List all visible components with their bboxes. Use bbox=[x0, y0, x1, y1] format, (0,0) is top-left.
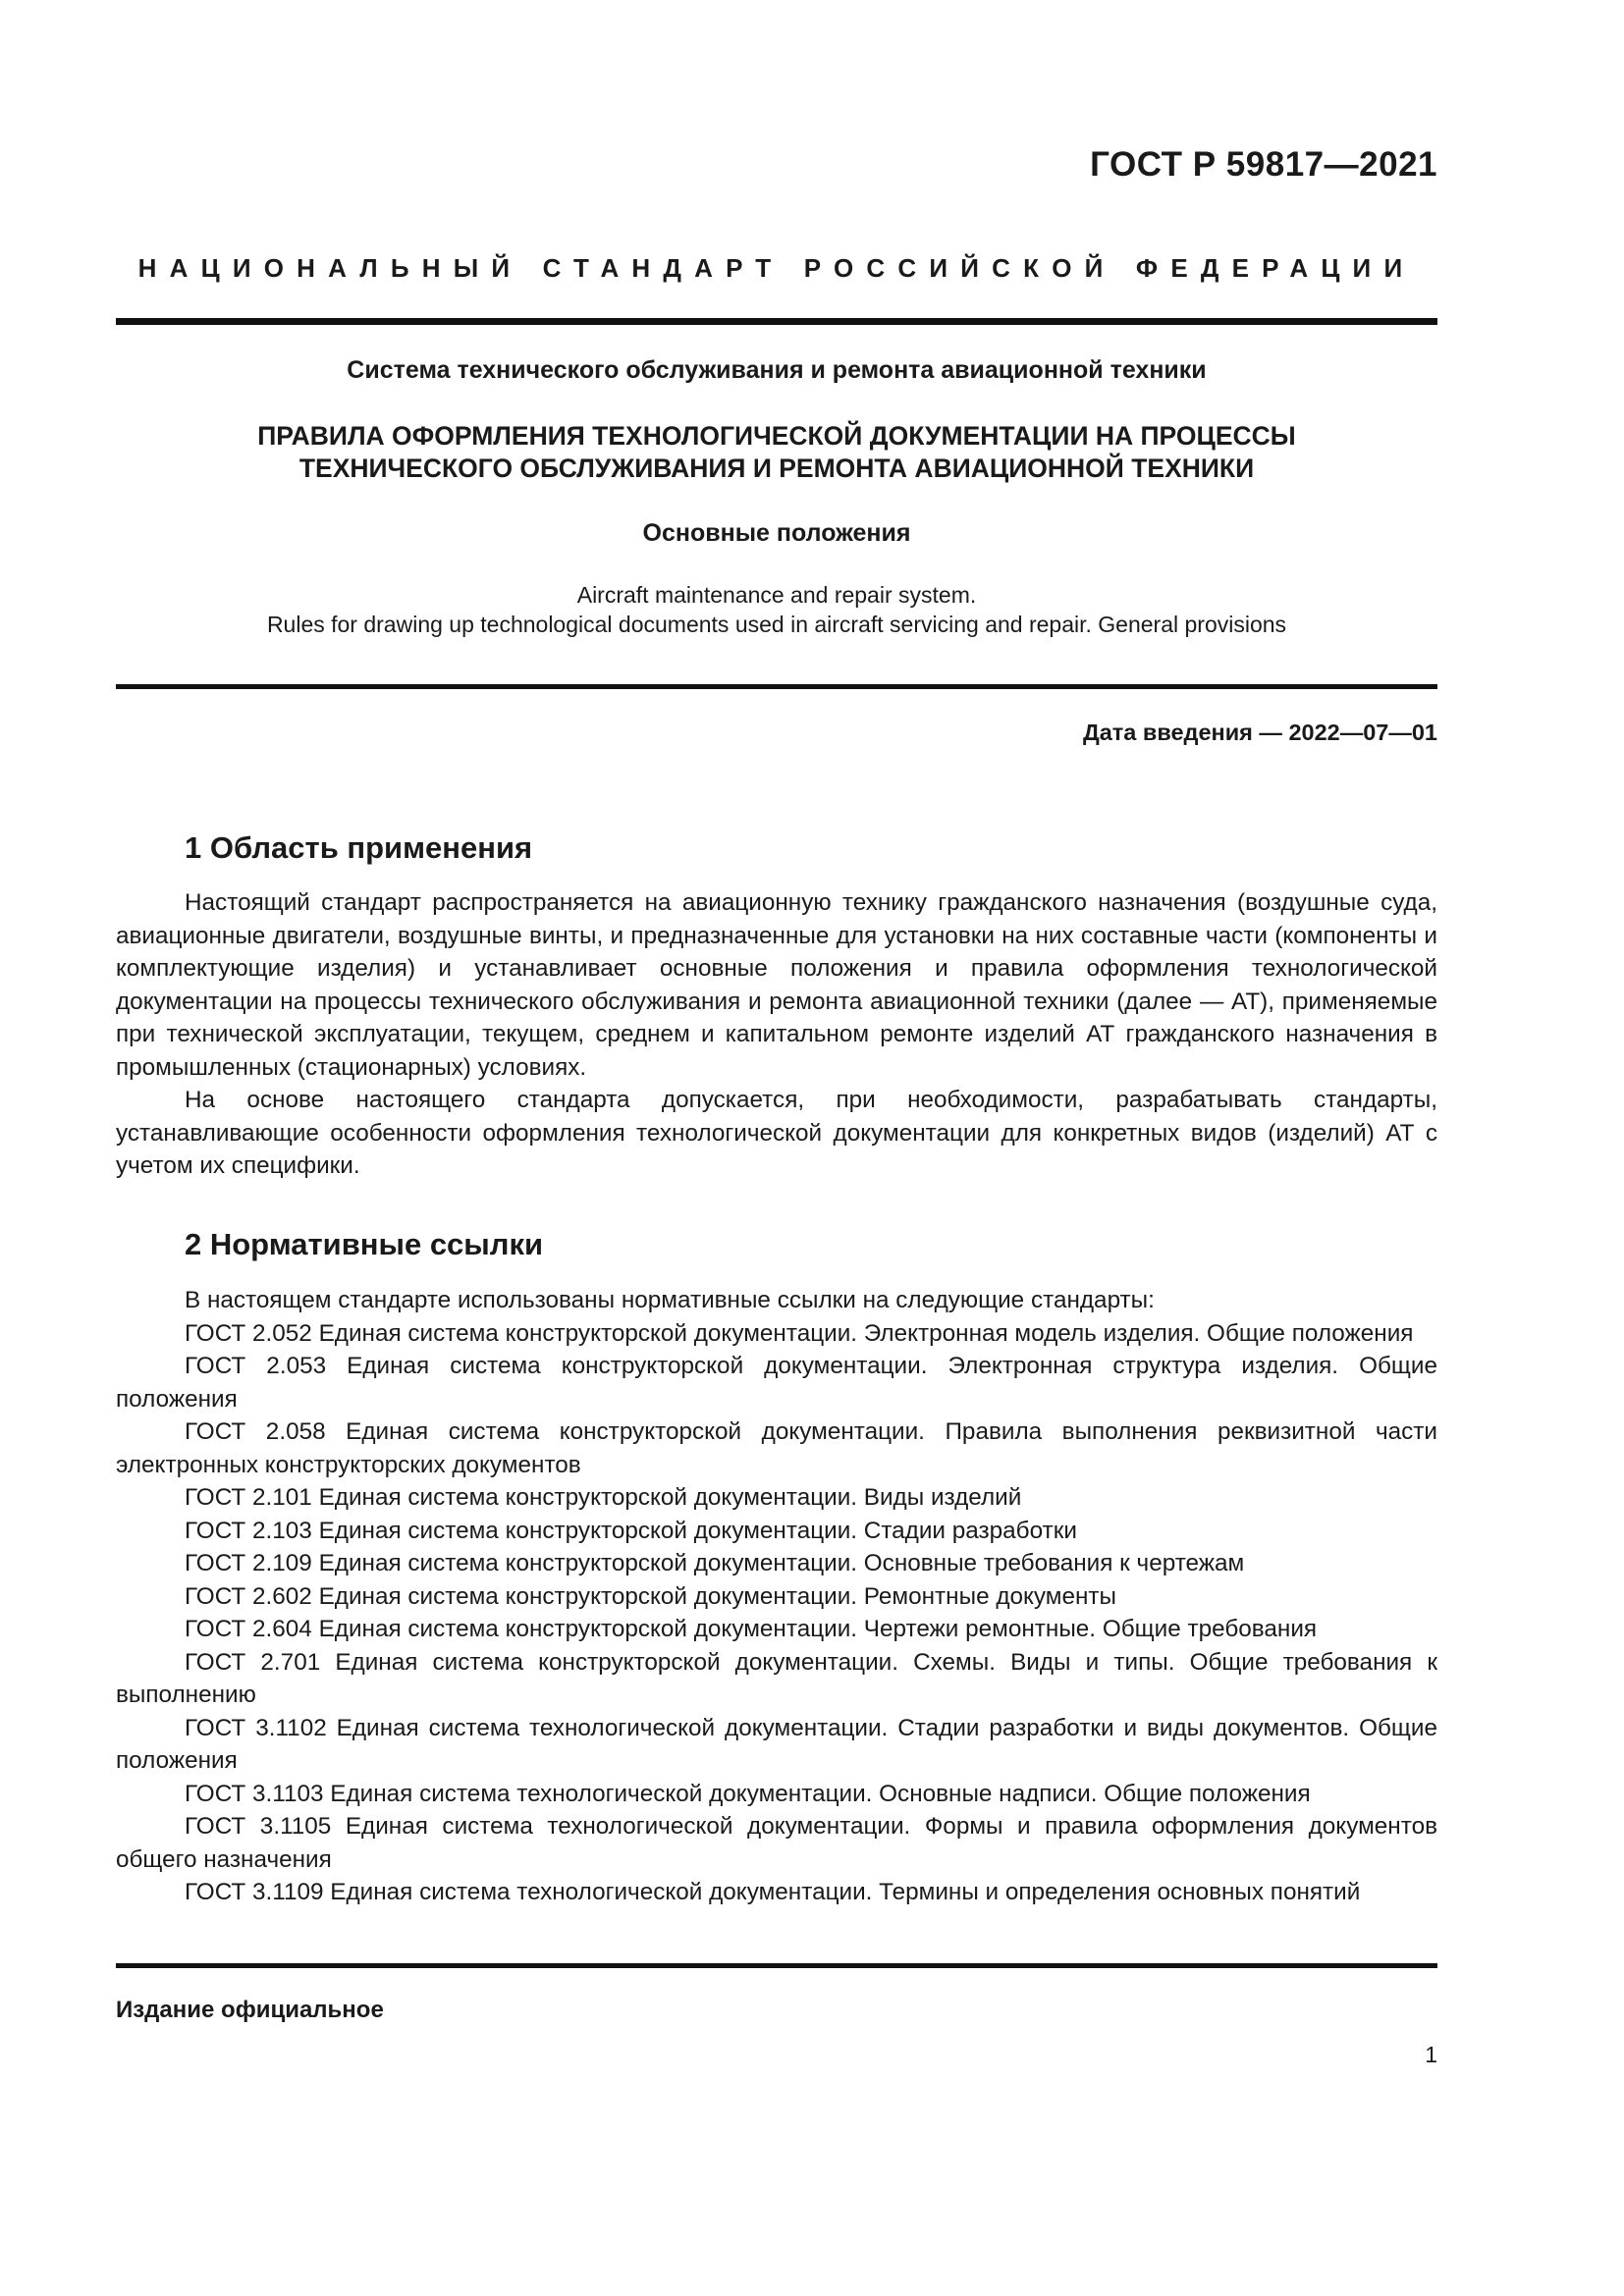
reference-item: ГОСТ 3.1105 Единая система технологической документации. Формы и правила оформления документов общего назначения bbox=[116, 1813, 1437, 1873]
english-title bbox=[116, 580, 1437, 639]
reference-item: ГОСТ 2.604 Единая система конструкторской документации. Чертежи ремонтные. Общие требования bbox=[185, 1616, 1318, 1642]
reference-item: ГОСТ 3.1102 Единая система технологической документации. Стадии разработки и виды документов. Общие положения bbox=[116, 1714, 1437, 1774]
section-2-heading: 2 Нормативные ссылки bbox=[185, 1227, 544, 1261]
footer-divider bbox=[116, 1963, 1437, 1968]
reference-item: ГОСТ 2.052 Единая система конструкторской документации. Электронная модель изделия. Общие положения bbox=[185, 1319, 1414, 1347]
section-1-body bbox=[116, 886, 1437, 1183]
reference-item: ГОСТ 2.109 Единая система конструкторской документации. Основные требования к чертежам bbox=[185, 1550, 1245, 1576]
document-title-line-2: ТЕХНИЧЕСКОГО ОБСЛУЖИВАНИЯ И РЕМОНТА АВИАЦИОННОЙ ТЕХНИКИ bbox=[298, 454, 1255, 483]
document-subtitle: Основные положения bbox=[642, 519, 911, 547]
english-title-line-2: Rules for drawing up technological documents used in aircraft servicing and repair. General provisions bbox=[266, 612, 1287, 637]
reference-item: ГОСТ 2.103 Единая система конструкторской документации. Стадии разработки bbox=[185, 1517, 1077, 1544]
references-list bbox=[116, 1284, 1437, 1909]
system-title: Система технического обслуживания и ремонта авиационной техники bbox=[347, 356, 1207, 384]
references-intro: В настоящем стандарте использованы нормативные ссылки на следующие стандарты: bbox=[185, 1287, 1155, 1313]
page-number: 1 bbox=[1425, 2042, 1437, 2067]
section-1-paragraph: Настоящий стандарт распространяется на авиационную технику гражданского назначения (воздушные суда, авиационные двигатели, воздушные винты, и предназначенные для установки на них составные части (компоненты и комплектующие изделия) и устанавливает основные положения и правила оформления технологической документации на процессы технического обслуживания и ремонта авиационной техники (далее — АТ), применяемые при технической эксплуатации, текущем, среднем и капитальном ремонте изделий АТ гражданского назначения в промышленных (стационарных) условиях. bbox=[116, 889, 1437, 1081]
reference-item: ГОСТ 2.701 Единая система конструкторской документации. Схемы. Виды и типы. Общие требования к выполнению bbox=[116, 1648, 1437, 1708]
top-divider bbox=[116, 318, 1437, 325]
english-title-line-1: Aircraft maintenance and repair system. bbox=[576, 582, 977, 608]
official-edition-label: Издание официальное bbox=[116, 1997, 384, 2023]
reference-item: ГОСТ 3.1109 Единая система технологической документации. Термины и определения основных понятий bbox=[185, 1879, 1361, 1905]
title-block-divider bbox=[116, 684, 1437, 689]
reference-item: ГОСТ 3.1103 Единая система технологической документации. Основные надписи. Общие положения bbox=[185, 1780, 1311, 1807]
section-1-paragraph: На основе настоящего стандарта допускается, при необходимости, разрабатывать стандарты, устанавливающие особенности оформления технологической документации для конкретных видов (изделий) АТ с учетом их специфики. bbox=[116, 1087, 1437, 1179]
reference-item: ГОСТ 2.053 Единая система конструкторской документации. Электронная структура изделия. Общие положения bbox=[116, 1353, 1437, 1413]
introduction-date: Дата введения — 2022—07—01 bbox=[1082, 720, 1437, 745]
document-title-line-1: ПРАВИЛА ОФОРМЛЕНИЯ ТЕХНОЛОГИЧЕСКОЙ ДОКУМЕНТАЦИИ НА ПРОЦЕССЫ bbox=[257, 421, 1296, 451]
section-1-heading: 1 Область применения bbox=[185, 830, 533, 865]
document-number: ГОСТ Р 59817—2021 bbox=[1090, 145, 1437, 184]
reference-item: ГОСТ 2.058 Единая система конструкторской документации. Правила выполнения реквизитной части электронных конструкторских документов bbox=[116, 1418, 1437, 1478]
reference-item: ГОСТ 2.101 Единая система конструкторской документации. Виды изделий bbox=[185, 1484, 1022, 1511]
reference-item: ГОСТ 2.602 Единая система конструкторской документации. Ремонтные документы bbox=[185, 1582, 1117, 1610]
national-standard-heading: НАЦИОНАЛЬНЫЙ СТАНДАРТ РОССИЙСКОЙ ФЕДЕРАЦИИ bbox=[137, 253, 1416, 283]
document-title bbox=[116, 420, 1437, 485]
